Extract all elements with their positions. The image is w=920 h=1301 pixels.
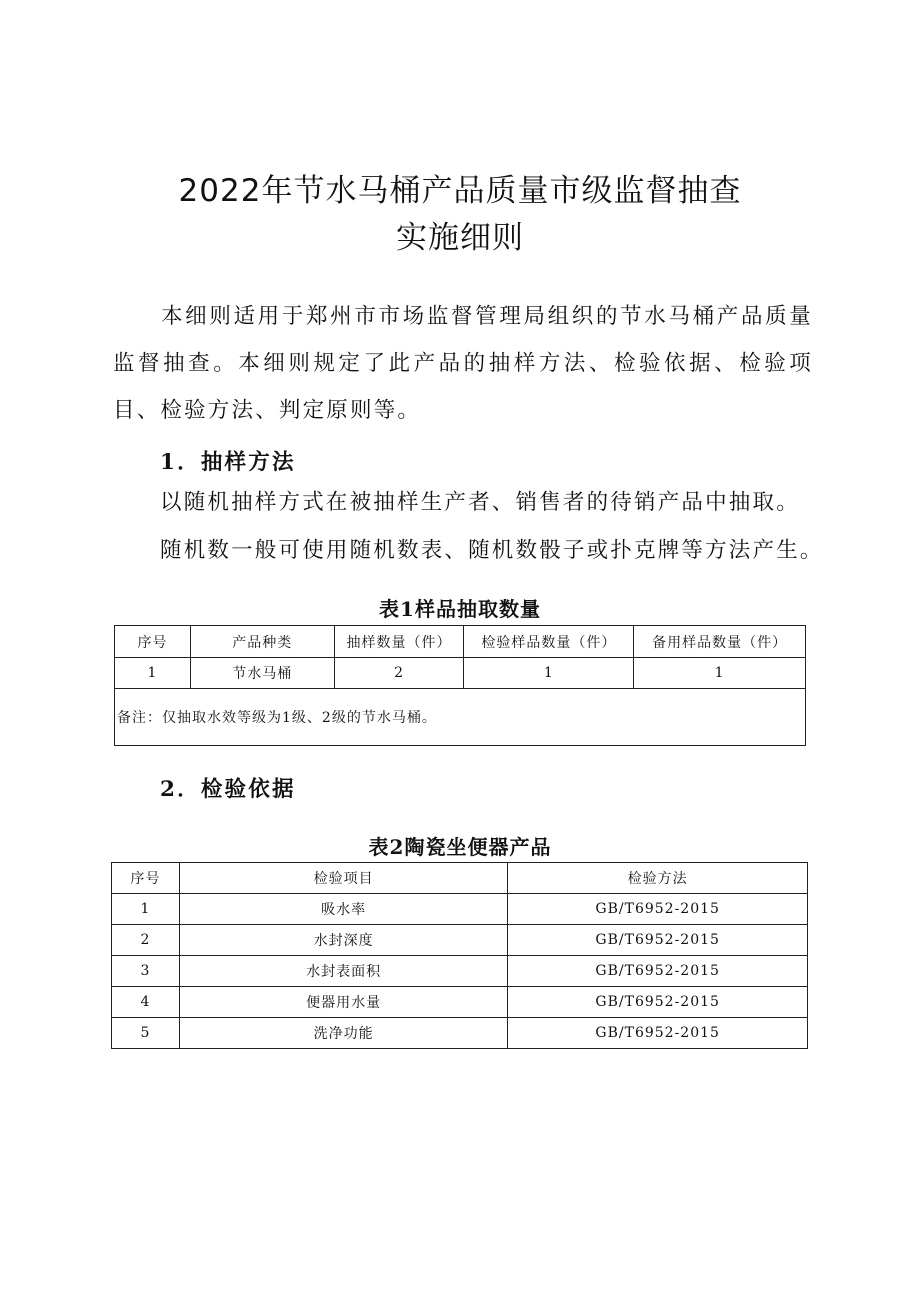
table-cell: 水封深度 <box>179 925 507 956</box>
table-cell: 吸水率 <box>179 894 507 925</box>
sample-quantity-table <box>114 625 806 746</box>
section1-heading: 1．抽样方法 <box>160 450 296 475</box>
table-header-cell: 备用样品数量（件） <box>634 626 806 658</box>
table-header-row <box>115 626 806 658</box>
table-header-cell: 序号 <box>115 626 191 658</box>
inspection-items-table <box>111 862 808 1049</box>
table-header-cell: 产品种类 <box>190 626 334 658</box>
table-cell: 1 <box>634 658 806 689</box>
table-header-cell: 检验项目 <box>179 863 507 894</box>
table-row <box>112 987 808 1018</box>
table-cell: GB/T6952-2015 <box>508 987 808 1018</box>
table-header-cell: 序号 <box>112 863 180 894</box>
intro-paragraph: 本细则适用于郑州市市场监督管理局组织的节水马桶产品质量监督抽查。本细则规定了此产品的抽样方法、检验依据、检验项目、检验方法、判定原则等。 <box>113 304 813 423</box>
table-note: 备注：仅抽取水效等级为1级、2级的节水马桶。 <box>115 689 806 746</box>
table-row <box>115 658 806 689</box>
table-header-cell: 检验方法 <box>508 863 808 894</box>
table-cell: 1 <box>115 658 191 689</box>
table-cell: 5 <box>112 1018 180 1049</box>
table1-caption: 表1样品抽取数量 <box>379 597 541 621</box>
table-row <box>112 894 808 925</box>
section1-line2: 随机数一般可使用随机数表、随机数骰子或扑克牌等方法产生。 <box>160 538 824 563</box>
table-cell: 2 <box>112 925 180 956</box>
table-cell: GB/T6952-2015 <box>508 894 808 925</box>
table-row <box>112 925 808 956</box>
table-cell: 节水马桶 <box>190 658 334 689</box>
table2-caption: 表2陶瓷坐便器产品 <box>368 835 552 859</box>
document-title-line2: 实施细则 <box>396 220 524 256</box>
document-title-line1: 2022年节水马桶产品质量市级监督抽查 <box>178 173 742 209</box>
section1-line1: 以随机抽样方式在被抽样生产者、销售者的待销产品中抽取。 <box>160 490 800 515</box>
table-row <box>112 956 808 987</box>
table-cell: 4 <box>112 987 180 1018</box>
table-cell: 3 <box>112 956 180 987</box>
table-note-row <box>115 689 806 746</box>
table-cell: 水封表面积 <box>179 956 507 987</box>
table-header-cell: 检验样品数量（件） <box>464 626 634 658</box>
table-cell: GB/T6952-2015 <box>508 1018 808 1049</box>
table-cell: 1 <box>464 658 634 689</box>
table-cell: 1 <box>112 894 180 925</box>
table-header-cell: 抽样数量（件） <box>334 626 464 658</box>
section2-heading: 2．检验依据 <box>160 777 296 802</box>
table-cell: 洗净功能 <box>179 1018 507 1049</box>
table-row <box>112 1018 808 1049</box>
table-cell: GB/T6952-2015 <box>508 925 808 956</box>
table-cell: 2 <box>334 658 464 689</box>
table-header-row <box>112 863 808 894</box>
table-cell: GB/T6952-2015 <box>508 956 808 987</box>
table-cell: 便器用水量 <box>179 987 507 1018</box>
